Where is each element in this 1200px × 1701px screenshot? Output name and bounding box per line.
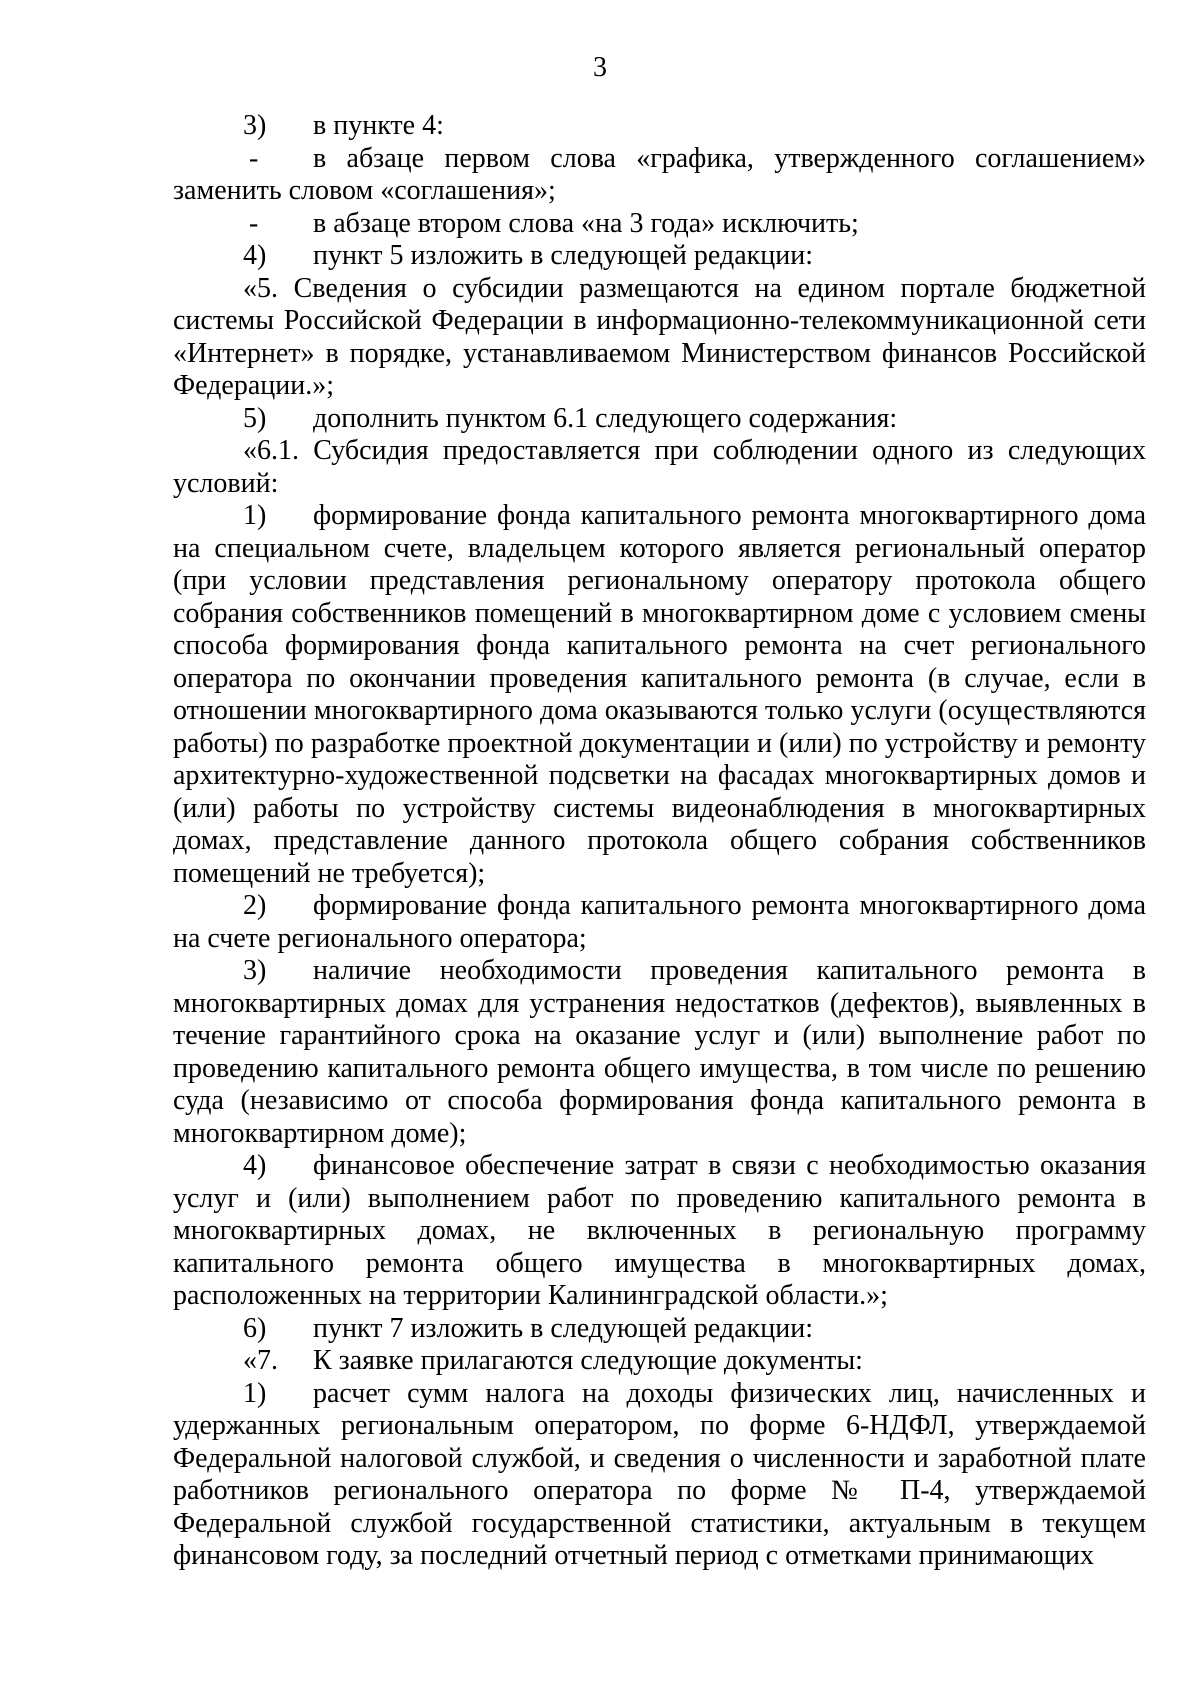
list-marker: 3) (243, 955, 267, 986)
paragraph (173, 500, 1146, 890)
paragraph (173, 1150, 1146, 1313)
paragraph-text: пункт 7 изложить в следующей редакции: (313, 1312, 813, 1344)
paragraph-text: «6.1. Субсидия предоставляется при соблюдении одного из следующих условий: (173, 435, 1146, 499)
list-marker: 3) (243, 110, 267, 141)
paragraph (173, 1313, 1146, 1346)
paragraph-text: дополнить пунктом 6.1 следующего содержания: (313, 402, 898, 434)
list-marker: 1) (243, 1377, 267, 1409)
list-marker: «7. (243, 1345, 278, 1376)
list-marker: 5) (243, 402, 267, 434)
paragraph-text: К заявке прилагаются следующие документы: (313, 1345, 863, 1376)
paragraph (173, 110, 1146, 143)
paragraph-text: «5. Сведения о субсидии размещаются на едином портале бюджетной системы Российской Федерации в информационно-телекоммуникационной сети «Интернет» в порядке, устанавливаемом Министерством финансов Российской Федерации.»; (173, 272, 1146, 401)
paragraph-text: формирование фонда капитального ремонта многоквартирного дома на счете регионального оператора; (173, 890, 1146, 954)
paragraph-text: формирование фонда капитального ремонта многоквартирного дома на специальном счете, владельцем которого является региональный оператор (при условии представления региональному оператору протокола общего собрания собственников помещений в многоквартирном доме с условием смены способа формирования фонда капитального ремонта на счет регионального оператора по окончании проведения капитального ремонта (в случае, если в отношении многоквартирного дома оказываются только услуги (осуществляются работы) по разработке проектной документации и (или) по устройству и ремонту архитектурно-художественной подсветки на фасадах многоквартирных домов и (или) работы по устройству системы видеонаблюдения в многоквартирных домах, представление данного протокола общего собрания собственников помещений не требуется); (173, 500, 1146, 889)
paragraph (173, 955, 1146, 1150)
paragraph-text: в пункте 4: (313, 110, 444, 141)
paragraph-text: расчет сумм налога на доходы физических лиц, начисленных и удержанных региональным оператором, по форме 6-НДФЛ, утверждаемой Федеральной налоговой службой, и сведения о численности и заработной плате работников регионального оператора по форме № П-4, утверждаемой Федеральной службой государственной статистики, актуальным в текущем финансовом году, за последний отчетный период с отметками принимающих (173, 1377, 1146, 1571)
paragraph (173, 208, 1146, 241)
list-marker: 4) (243, 240, 267, 271)
paragraph-text: в абзаце втором слова «на 3 года» исключить; (313, 207, 859, 239)
list-marker: 6) (243, 1312, 267, 1344)
paragraph (173, 143, 1146, 208)
list-marker: 1) (243, 500, 267, 531)
list-marker: 4) (243, 1150, 267, 1181)
list-marker: - (249, 207, 259, 239)
paragraph-text: в абзаце первом слова «графика, утвержденного соглашением» заменить словом «соглашения»; (173, 142, 1146, 206)
paragraph (173, 435, 1146, 500)
document-body (173, 110, 1146, 1573)
paragraph (173, 1345, 1146, 1378)
list-marker: 2) (243, 890, 267, 921)
paragraph (173, 1378, 1146, 1573)
paragraph (173, 403, 1146, 436)
paragraph (173, 890, 1146, 955)
paragraph (173, 240, 1146, 273)
paragraph-text: наличие необходимости проведения капитального ремонта в многоквартирных домах для устранения недостатков (дефектов), выявленных в течение гарантийного срока на оказание услуг и (или) выполнение работ по проведению капитального ремонта общего имущества, в том числе по решению суда (независимо от способа формирования фонда капитального ремонта в многоквартирном доме); (173, 955, 1146, 1149)
paragraph-text: пункт 5 изложить в следующей редакции: (313, 240, 813, 271)
paragraph (173, 273, 1146, 403)
page-number: 3 (593, 52, 607, 83)
paragraph-text: финансовое обеспечение затрат в связи с необходимостью оказания услуг и (или) выполнением работ по проведению капитального ремонта в многоквартирных домах, не включенных в региональную программу капитального ремонта общего имущества в многоквартирных домах, расположенных на территории Калининградской области.»; (173, 1150, 1146, 1311)
list-marker: - (249, 142, 259, 174)
